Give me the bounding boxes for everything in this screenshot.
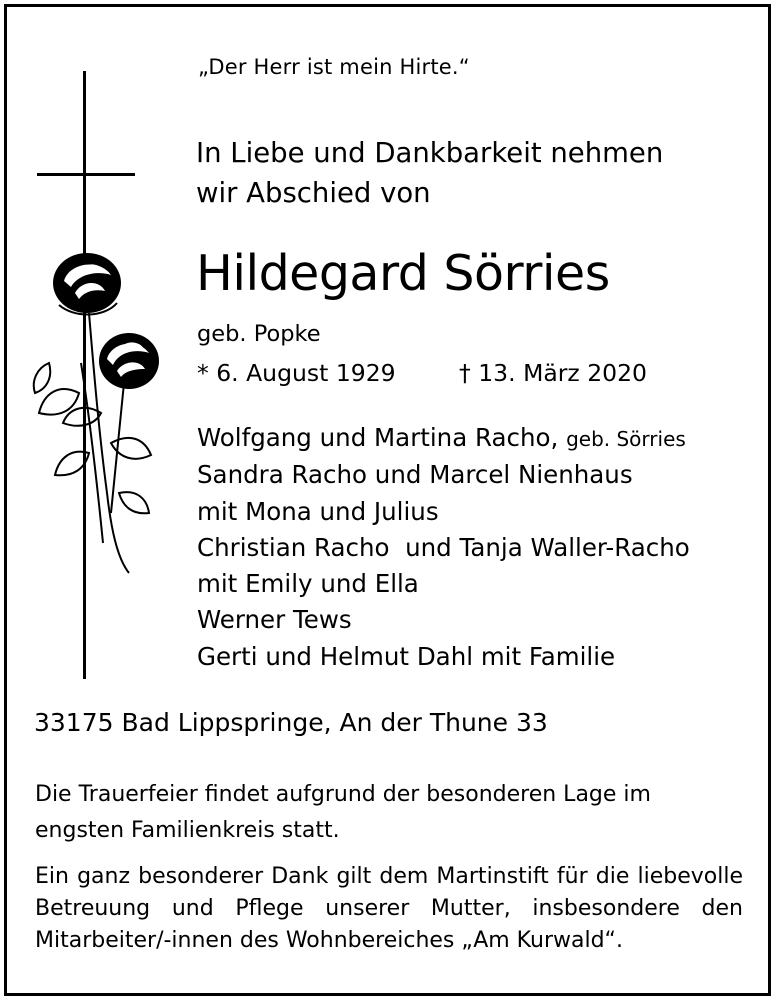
intro-line-1: In Liebe und Dankbarkeit nehmen: [196, 137, 664, 169]
intro-text: [196, 133, 736, 213]
deceased-name: Hildegard Sörries: [196, 245, 610, 302]
mourner-line: Gerti und Helmut Dahl mit Familie: [197, 641, 616, 671]
mourner-line: mit Emily und Ella: [197, 569, 419, 599]
mourner-line: Werner Tews: [197, 605, 352, 635]
mourner-line: [197, 420, 690, 457]
mourners-list: [197, 420, 690, 675]
birth-name: geb. Popke: [197, 321, 321, 347]
mourner-line: Christian Racho und Tanja Waller-Racho: [197, 532, 690, 562]
cross-icon-horizontal-bar: [37, 173, 135, 176]
roses-icon: [19, 243, 169, 588]
address: 33175 Bad Lippspringe, An der Thune 33: [34, 708, 548, 737]
funeral-info-paragraph: Die Trauerfeier findet aufgrund der besonderen Lage im engsten Familienkreis statt.: [35, 782, 651, 843]
mourner-line: mit Mona und Julius: [197, 496, 439, 526]
life-dates: [197, 359, 648, 387]
death-date: † 13. März 2020: [459, 359, 648, 387]
mourner-line: Sandra Racho und Marcel Nienhaus: [197, 460, 633, 490]
intro-line-2: wir Abschied von: [196, 177, 431, 209]
mourner-born-name: geb. Sörries: [566, 427, 686, 451]
thanks-paragraph: Ein ganz besonderer Dank gilt dem Martinstift für die liebevolle Betreuung und Pflege unserer Mutter, insbesondere den Mitarbeiter/-innen des Wohnbereiches „Am Kurwald“.: [35, 864, 743, 953]
birth-date: * 6. August 1929: [197, 359, 396, 387]
bible-quote: „Der Herr ist mein Hirte.“: [198, 55, 470, 79]
obituary-notice: [4, 4, 771, 996]
mourner-name: Wolfgang und Martina Racho,: [197, 423, 559, 452]
